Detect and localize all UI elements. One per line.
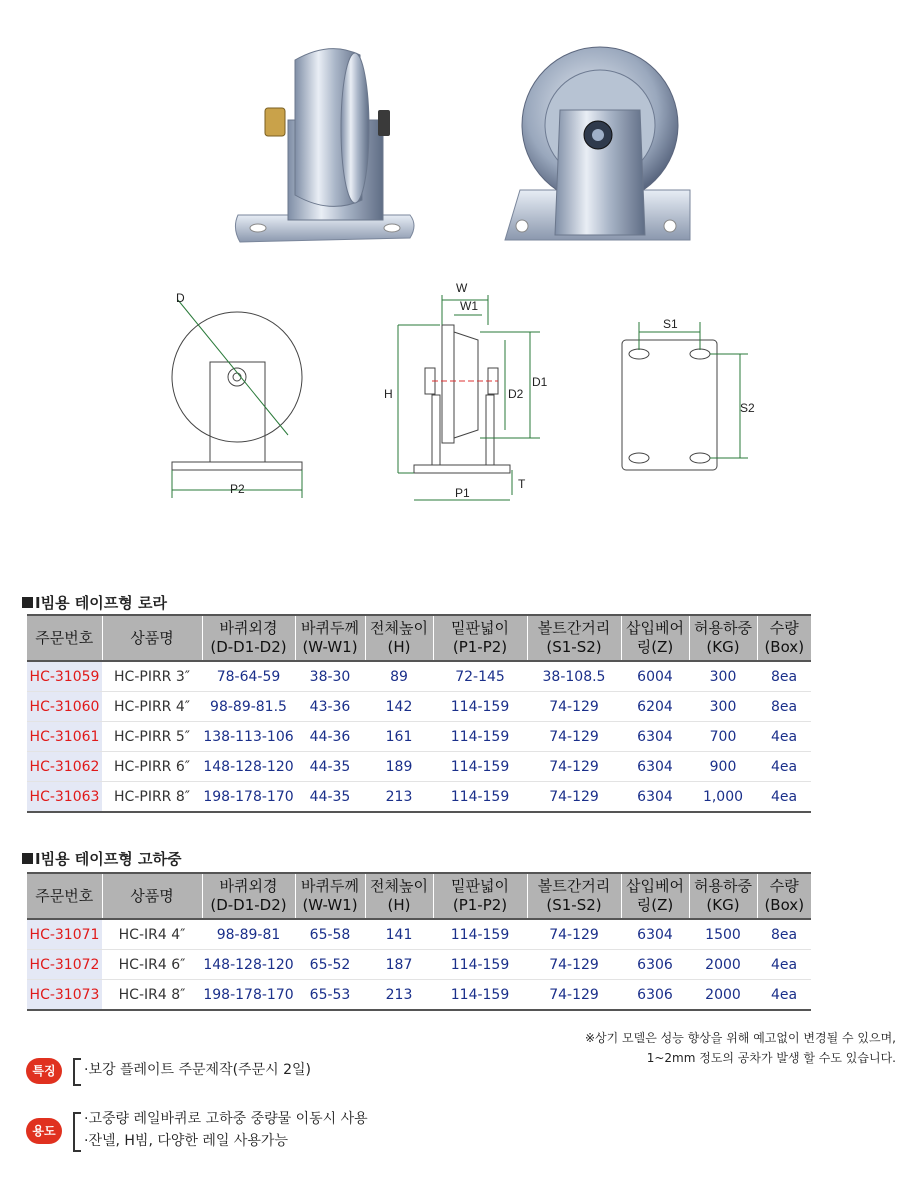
column-header-line: (D-D1-D2) xyxy=(210,638,287,656)
spec-cell: 114-159 xyxy=(433,980,527,1011)
spec-cell: 4ea xyxy=(757,722,811,752)
spec-cell: 6304 xyxy=(621,752,689,782)
table-row xyxy=(27,692,811,722)
label-h: H xyxy=(384,387,393,401)
column-header-line: 전체높이 xyxy=(370,619,428,637)
spec-cell: 2000 xyxy=(689,980,757,1011)
spec-cell: 44-35 xyxy=(295,752,365,782)
spec-cell: 189 xyxy=(365,752,433,782)
label-p2: P2 xyxy=(230,482,245,496)
feature-bracket xyxy=(73,1058,81,1086)
spec-cell: 142 xyxy=(365,692,433,722)
label-w1: W1 xyxy=(460,299,478,313)
column-header xyxy=(27,873,102,919)
feature-text xyxy=(84,1059,311,1081)
column-header-line: 상품명 xyxy=(130,628,174,647)
column-header-line: 밑판넓이 xyxy=(451,877,509,895)
product-name-cell: HC-PIRR 5″ xyxy=(102,722,202,752)
column-header-line: 링(Z) xyxy=(636,638,674,656)
column-header-line: 허용하중 xyxy=(694,877,752,895)
spec-cell: 6004 xyxy=(621,661,689,692)
product-name-cell: HC-IR4 8″ xyxy=(102,980,202,1011)
spec-cell: 114-159 xyxy=(433,722,527,752)
usage-text xyxy=(84,1108,368,1152)
column-header-line: (Box) xyxy=(764,638,805,656)
column-header-line: 밑판넓이 xyxy=(451,619,509,637)
spec-cell: 38-108.5 xyxy=(527,661,621,692)
column-header-line: 바퀴외경 xyxy=(219,877,278,895)
spec-cell: 8ea xyxy=(757,919,811,950)
order-code-cell: HC-31059 xyxy=(27,661,102,692)
column-header-line: 볼트간거리 xyxy=(537,619,611,637)
column-header-line: (S1-S2) xyxy=(546,638,602,656)
column-header xyxy=(295,873,365,919)
column-header-line: (KG) xyxy=(706,896,740,914)
column-header-line: 허용하중 xyxy=(694,619,752,637)
column-header xyxy=(527,873,621,919)
spec-cell: 148-128-120 xyxy=(202,752,295,782)
spec-cell: 213 xyxy=(365,782,433,813)
table-row xyxy=(27,752,811,782)
spec-cell: 114-159 xyxy=(433,692,527,722)
column-header-line: 바퀴외경 xyxy=(219,619,278,637)
column-header xyxy=(365,615,433,661)
spec-cell: 6306 xyxy=(621,950,689,980)
usage-badge: 용도 xyxy=(26,1118,62,1144)
spec-cell: 6304 xyxy=(621,782,689,813)
spec-cell: 114-159 xyxy=(433,782,527,813)
usage-bracket xyxy=(73,1112,81,1152)
spec-cell: 6304 xyxy=(621,919,689,950)
spec-table-heavy xyxy=(27,872,811,1011)
order-code-cell: HC-31062 xyxy=(27,752,102,782)
spec-cell: 74-129 xyxy=(527,752,621,782)
table-row xyxy=(27,661,811,692)
column-header xyxy=(102,615,202,661)
column-header-line: 바퀴두께 xyxy=(301,877,359,895)
column-header xyxy=(621,615,689,661)
notice-text xyxy=(585,1028,896,1068)
order-code-cell: HC-31063 xyxy=(27,782,102,813)
column-header xyxy=(27,615,102,661)
label-p1: P1 xyxy=(455,486,470,500)
label-d2: D2 xyxy=(508,387,524,401)
spec-cell: 65-52 xyxy=(295,950,365,980)
spec-cell: 114-159 xyxy=(433,950,527,980)
spec-cell: 44-36 xyxy=(295,722,365,752)
spec-cell: 8ea xyxy=(757,692,811,722)
spec-cell: 114-159 xyxy=(433,919,527,950)
spec-cell: 6204 xyxy=(621,692,689,722)
spec-cell: 138-113-106 xyxy=(202,722,295,752)
order-code-cell: HC-31073 xyxy=(27,980,102,1011)
column-header-line: 삽입베어 xyxy=(626,619,684,637)
product-name-cell: HC-PIRR 3″ xyxy=(102,661,202,692)
table-header-row xyxy=(27,615,811,661)
column-header-line: 주문번호 xyxy=(35,628,94,647)
order-code-cell: HC-31071 xyxy=(27,919,102,950)
spec-cell: 74-129 xyxy=(527,692,621,722)
column-header-line: (W-W1) xyxy=(302,896,358,914)
column-header-line: 바퀴두께 xyxy=(301,619,359,637)
column-header-line: (KG) xyxy=(706,638,740,656)
table-header-row xyxy=(27,873,811,919)
column-header xyxy=(202,873,295,919)
front-view-drawing xyxy=(172,300,302,498)
spec-cell: 900 xyxy=(689,752,757,782)
column-header xyxy=(433,873,527,919)
column-header-line: 수량 xyxy=(769,877,799,895)
spec-cell: 1,000 xyxy=(689,782,757,813)
spec-cell: 2000 xyxy=(689,950,757,980)
column-header xyxy=(757,873,811,919)
order-code-cell: HC-31072 xyxy=(27,950,102,980)
spec-cell: 74-129 xyxy=(527,782,621,813)
spec-cell: 141 xyxy=(365,919,433,950)
spec-cell: 89 xyxy=(365,661,433,692)
column-header-line: (H) xyxy=(387,896,411,914)
product-name-cell: HC-PIRR 4″ xyxy=(102,692,202,722)
label-d: D xyxy=(176,291,185,305)
roller-photo-side xyxy=(235,49,414,242)
table1-title: I빔용 테이프형 로라 xyxy=(22,592,167,613)
spec-cell: 78-64-59 xyxy=(202,661,295,692)
table-row xyxy=(27,950,811,980)
table-row xyxy=(27,980,811,1011)
product-photos xyxy=(0,0,922,270)
base-plate-drawing xyxy=(622,322,748,470)
notice-line-2: 1~2mm 정도의 공차가 발생 할 수도 있습니다. xyxy=(646,1051,896,1065)
usage-line-2: ·잔넬, H빔, 다양한 레일 사용가능 xyxy=(84,1133,288,1149)
column-header-line: 링(Z) xyxy=(636,896,674,914)
spec-cell: 72-145 xyxy=(433,661,527,692)
spec-cell: 198-178-170 xyxy=(202,782,295,813)
table-row xyxy=(27,722,811,752)
column-header xyxy=(202,615,295,661)
usage-line-1: ·고중량 레일바퀴로 고하중 중량물 이동시 사용 xyxy=(84,1111,368,1127)
column-header-line: (S1-S2) xyxy=(546,896,602,914)
spec-cell: 198-178-170 xyxy=(202,980,295,1011)
label-s2: S2 xyxy=(740,401,755,415)
spec-cell: 114-159 xyxy=(433,752,527,782)
spec-cell: 74-129 xyxy=(527,919,621,950)
spec-cell: 300 xyxy=(689,661,757,692)
column-header xyxy=(689,615,757,661)
spec-cell: 98-89-81.5 xyxy=(202,692,295,722)
column-header-line: (Box) xyxy=(764,896,805,914)
label-d1: D1 xyxy=(532,375,548,389)
spec-cell: 1500 xyxy=(689,919,757,950)
spec-cell: 213 xyxy=(365,980,433,1011)
spec-cell: 6306 xyxy=(621,980,689,1011)
spec-cell: 8ea xyxy=(757,661,811,692)
spec-cell: 65-53 xyxy=(295,980,365,1011)
order-code-cell: HC-31060 xyxy=(27,692,102,722)
column-header-line: (P1-P2) xyxy=(452,896,508,914)
column-header xyxy=(757,615,811,661)
label-t: T xyxy=(518,477,526,491)
column-header xyxy=(433,615,527,661)
spec-cell: 6304 xyxy=(621,722,689,752)
label-s1: S1 xyxy=(663,317,678,331)
spec-cell: 98-89-81 xyxy=(202,919,295,950)
column-header-line: 전체높이 xyxy=(370,877,428,895)
spec-cell: 187 xyxy=(365,950,433,980)
column-header-line: 볼트간거리 xyxy=(537,877,611,895)
spec-cell: 4ea xyxy=(757,782,811,813)
column-header-line: 수량 xyxy=(769,619,799,637)
column-header xyxy=(527,615,621,661)
column-header xyxy=(365,873,433,919)
spec-cell: 4ea xyxy=(757,980,811,1011)
feature-badge: 특징 xyxy=(26,1058,62,1084)
spec-cell: 38-30 xyxy=(295,661,365,692)
spec-cell: 74-129 xyxy=(527,722,621,752)
product-name-cell: HC-IR4 6″ xyxy=(102,950,202,980)
spec-cell: 161 xyxy=(365,722,433,752)
spec-cell: 700 xyxy=(689,722,757,752)
roller-photo-front xyxy=(505,47,690,240)
label-w: W xyxy=(456,281,468,295)
column-header xyxy=(621,873,689,919)
notice-line-1: ※상기 모델은 성능 향상을 위해 예고없이 변경될 수 있으며, xyxy=(584,1031,896,1045)
dimension-drawings xyxy=(0,280,922,510)
order-code-cell: HC-31061 xyxy=(27,722,102,752)
spec-cell: 43-36 xyxy=(295,692,365,722)
column-header-line: (P1-P2) xyxy=(452,638,508,656)
spec-cell: 65-58 xyxy=(295,919,365,950)
column-header-line: (H) xyxy=(387,638,411,656)
spec-cell: 4ea xyxy=(757,752,811,782)
spec-cell: 74-129 xyxy=(527,950,621,980)
column-header xyxy=(102,873,202,919)
product-name-cell: HC-IR4 4″ xyxy=(102,919,202,950)
table-row xyxy=(27,782,811,813)
column-header-line: 상품명 xyxy=(130,886,174,905)
spec-cell: 148-128-120 xyxy=(202,950,295,980)
table2-title: I빔용 테이프형 고하중 xyxy=(22,848,181,869)
product-name-cell: HC-PIRR 8″ xyxy=(102,782,202,813)
spec-table-roller xyxy=(27,614,811,813)
column-header xyxy=(689,873,757,919)
column-header-line: 삽입베어 xyxy=(626,877,684,895)
column-header-line: (W-W1) xyxy=(302,638,358,656)
column-header-line: (D-D1-D2) xyxy=(210,896,287,914)
spec-cell: 4ea xyxy=(757,950,811,980)
spec-cell: 44-35 xyxy=(295,782,365,813)
product-name-cell: HC-PIRR 6″ xyxy=(102,752,202,782)
spec-cell: 74-129 xyxy=(527,980,621,1011)
column-header xyxy=(295,615,365,661)
feature-line-1: ·보강 플레이트 주문제작(주문시 2일) xyxy=(84,1062,311,1078)
table-row xyxy=(27,919,811,950)
spec-cell: 300 xyxy=(689,692,757,722)
column-header-line: 주문번호 xyxy=(35,886,94,905)
